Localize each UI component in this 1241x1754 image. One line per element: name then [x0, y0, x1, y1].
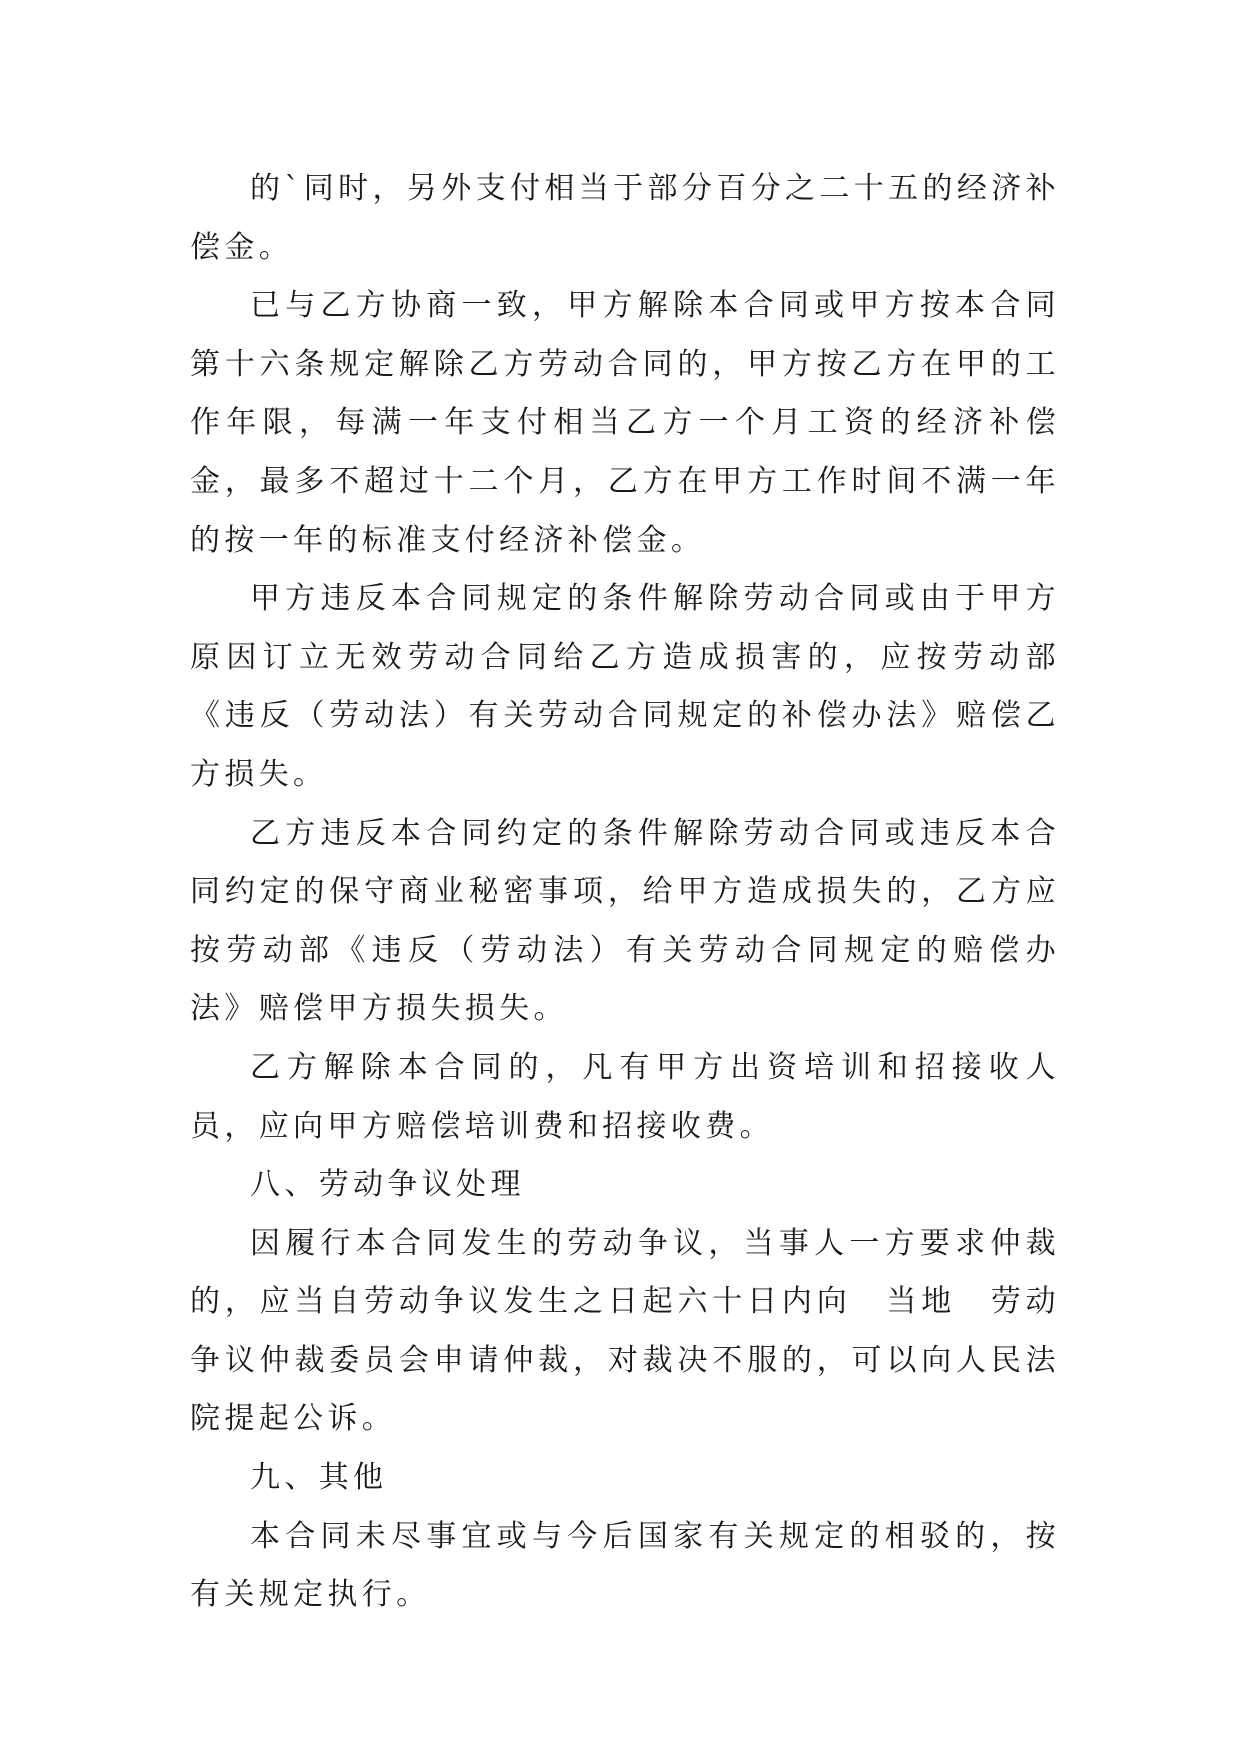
paragraph-other-provisions: 本合同未尽事宜或与今后国家有关规定的相驳的，按有关规定执行。 — [190, 1518, 1060, 1613]
paragraph-labor-dispute-arbitration: 因履行本合同发生的劳动争议，当事人一方要求仲裁的，应当自劳动争议发生之日起六十日内向 当地 劳动争议仲裁委员会申请仲裁，对裁决不服的，可以向人民法院提起公诉。 — [190, 1225, 1060, 1437]
section-heading-other: 九、其他 — [250, 1460, 388, 1496]
paragraph-training-cost-reimbursement: 乙方解除本合同的，凡有甲方出资培训和招接收人员，应向甲方赔偿培训费和招接收费。 — [190, 1049, 1060, 1144]
section-heading-labor-dispute: 八、劳动争议处理 — [250, 1167, 525, 1203]
paragraph-employee-breach-compensation: 乙方违反本合同约定的条件解除劳动合同或违反本合同约定的保守商业秘密事项，给甲方造成损失的，乙方应按劳动部《违反（劳动法）有关劳动合同规定的赔偿办法》赔偿甲方损失损失。 — [190, 815, 1060, 1027]
paragraph-mutual-termination-compensation: 已与乙方协商一致，甲方解除本合同或甲方按本合同第十六条规定解除乙方劳动合同的，甲方按乙方在甲的工作年限，每满一年支付相当乙方一个月工资的经济补偿金，最多不超过十二个月，乙方在甲方工作时间不满一年的按一年的标准支付经济补偿金。 — [190, 288, 1060, 558]
paragraph-supplementary-compensation: 的`同时，另外支付相当于部分百分之二十五的经济补偿金。 — [190, 171, 1060, 265]
document-body — [190, 160, 1060, 1625]
paragraph-employer-breach-compensation: 甲方违反本合同规定的条件解除劳动合同或由于甲方原因订立无效劳动合同给乙方造成损害的，应按劳动部《违反（劳动法）有关劳动合同规定的补偿办法》赔偿乙方损失。 — [190, 581, 1060, 792]
